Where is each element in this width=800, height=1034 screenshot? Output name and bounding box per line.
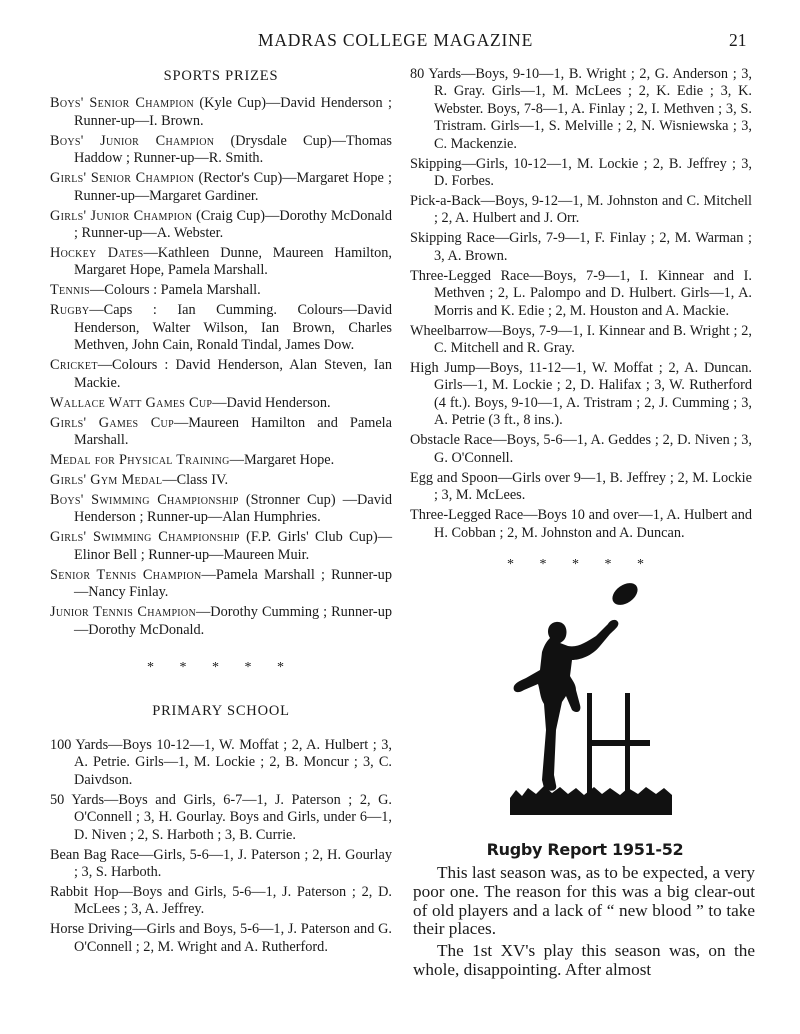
prize-text: —Dorothy Cumming ; Runner-up—Dorothy McDonald.: [74, 604, 392, 638]
result-entry: Horse Driving—Girls and Boys, 5-6—1, J. Paterson and G. O'Connell ; 2, M. Wright and A. Rutherford.: [50, 921, 392, 955]
left-column: [50, 66, 392, 959]
prize-label: Girls' Gym Medal: [50, 472, 163, 489]
page-number: 21: [729, 30, 747, 50]
prize-entry: [50, 395, 392, 412]
prize-label: Boys' Junior Champion: [50, 132, 215, 149]
section-separator: * * * * *: [147, 660, 295, 676]
sports-prizes-heading: SPORTS PRIZES: [163, 68, 279, 84]
prize-entry: [50, 604, 392, 639]
prize-label: Senior Tennis Champion: [50, 566, 202, 583]
prize-text: (Craig Cup)—Dorothy McDonald ; Runner-up—A. Webster.: [74, 207, 392, 242]
primary-results-right: [410, 66, 752, 542]
prize-text: (Kyle Cup)—David Henderson ; Runner-up—I. Brown.: [74, 95, 392, 129]
prize-entry: [50, 133, 392, 168]
result-entry: Bean Bag Race—Girls, 5-6—1, J. Paterson ; 2, H. Gourlay ; 3, S. Harboth.: [50, 846, 392, 880]
prize-entry: [50, 492, 392, 527]
sports-prizes-list: [50, 95, 392, 639]
prize-entry: [50, 245, 392, 280]
prize-text: —Caps : Ian Cumming. Colours—David Henderson, Walter Wilson, Ian Brown, Charles Methven, John Cain, Ronald Tindal, James Dow.: [74, 302, 392, 354]
prize-entry: [50, 415, 392, 450]
result-entry: 50 Yards—Boys and Girls, 6-7—1, J. Paterson ; 2, G. O'Connell ; 3, H. Gourlay. Boys and Girls, under 6—1, D. Niven ; 2, S. Harboth ; 3, B. Currie.: [50, 791, 392, 843]
result-entry: Skipping—Girls, 10-12—1, M. Lockie ; 2, B. Jeffrey ; 3, D. Forbes.: [410, 155, 752, 190]
prize-label: Cricket: [50, 357, 98, 374]
prize-text: —Class IV.: [162, 472, 229, 489]
rugby-report-title: Rugby Report 1951-52: [486, 840, 684, 859]
prize-text: —Maureen Hamilton and Pamela Marshall.: [74, 414, 392, 449]
prize-text: —Kathleen Dunne, Maureen Hamilton, Margaret Hope, Pamela Marshall.: [74, 245, 392, 279]
prize-text: (Rector's Cup)—Margaret Hope ; Runner-up—Margaret Gardiner.: [74, 170, 392, 204]
prize-label: Medal for Physical Training: [50, 452, 230, 469]
prize-entry: [50, 302, 392, 354]
prize-entry: [50, 208, 392, 243]
prize-label: Boys' Swimming Championship: [50, 492, 239, 509]
result-entry: Three-Legged Race—Boys, 7-9—1, I. Kinnear and I. Methven ; 2, L. Palompo and D. Hulbert. Girls—1, A. Morris and K. Edie ; 2, M. Houston and A. Mackie.: [410, 267, 752, 319]
result-entry: Pick-a-Back—Boys, 9-12—1, M. Johnston and C. Mitchell ; 2, A. Hulbert and J. Orr.: [410, 193, 752, 227]
prize-text: (Stronner Cup) —David Henderson ; Runner-up—Alan Humphries.: [74, 492, 392, 526]
result-entry: Skipping Race—Girls, 7-9—1, F. Finlay ; 2, M. Warman ; 3, A. Brown.: [410, 230, 752, 264]
prize-label: Wallace Watt Games Cup: [50, 394, 213, 411]
rugby-report-paragraph: The 1st XV's play this season was, on the whole, disappointing. After almost: [413, 941, 755, 979]
prize-text: —Margaret Hope.: [229, 452, 335, 469]
prize-text: —David Henderson.: [212, 394, 331, 411]
prize-text: —Colours : David Henderson, Alan Steven, Ian Mackie.: [74, 357, 392, 391]
primary-school-heading: PRIMARY SCHOOL: [152, 702, 290, 719]
magazine-title: MADRAS COLLEGE MAGAZINE: [258, 30, 534, 50]
prize-entry: [50, 95, 392, 130]
prize-label: Boys' Senior Champion: [50, 95, 194, 112]
right-column: [410, 66, 752, 573]
page-header: [0, 30, 800, 54]
prize-label: Tennis: [50, 282, 90, 299]
rugby-report-paragraph: This last season was, as to be expected, a very poor one. The reason for this was a big clear-out of old players and a lack of “ new blood ” to take their places.: [413, 863, 755, 939]
section-separator-right: * * * * *: [507, 556, 655, 572]
prize-text: (Drysdale Cup)—Thomas Haddow ; Runner-up—R. Smith.: [74, 132, 392, 167]
prize-text: —Pamela Marshall ; Runner-up—Nancy Finlay.: [74, 566, 392, 601]
result-entry: Egg and Spoon—Girls over 9—1, B. Jeffrey ; 2, M. Lockie ; 3, M. McLees.: [410, 469, 752, 504]
prize-text: —Colours : Pamela Marshall.: [89, 282, 261, 299]
prize-text: (F.P. Girls' Club Cup)—Elinor Bell ; Runner-up—Maureen Muir.: [74, 529, 392, 563]
prize-entry: [50, 567, 392, 602]
prize-label: Girls' Junior Champion: [50, 207, 193, 224]
rugby-player-silhouette-icon: [510, 580, 672, 815]
prize-entry: [50, 452, 392, 469]
prize-entry: [50, 282, 392, 299]
result-entry: Obstacle Race—Boys, 5-6—1, A. Geddes ; 2, D. Niven ; 3, G. O'Connell.: [410, 432, 752, 466]
prize-entry: [50, 357, 392, 392]
prize-label: Girls' Swimming Championship: [50, 529, 240, 546]
prize-entry: [50, 472, 392, 489]
result-entry: 80 Yards—Boys, 9-10—1, B. Wright ; 2, G. Anderson ; 3, R. Gray. Girls—1, M. McLees ; 2, K. Edie ; 3, K. Webster. Boys, 7-8—1, A. Finlay ; 2, I. Methven ; 3, S. Tristram. Girls—1, S. Melville ; 2, N. Wisniewska ; 3, C. Mackenzie.: [410, 66, 752, 152]
result-entry: High Jump—Boys, 11-12—1, W. Moffat ; 2, A. Duncan. Girls—1, M. Lockie ; 2, D. Halifax ; 3, W. Rutherford (4 ft.). Boys, 9-10—1, A. Tristram ; 2, J. Cumming ; 3, A. Petrie (3 ft., 8 ins.).: [410, 360, 752, 429]
result-entry: Rabbit Hop—Boys and Girls, 5-6—1, J. Paterson ; 2, D. McLees ; 3, A. Jeffrey.: [50, 883, 392, 918]
prize-entry: [50, 170, 392, 205]
prize-label: Girls' Senior Champion: [50, 170, 195, 187]
primary-results-left: [50, 737, 392, 956]
prize-label: Hockey Dates: [50, 245, 144, 262]
prize-label: Rugby: [50, 302, 90, 319]
result-entry: 100 Yards—Boys 10-12—1, W. Moffat ; 2, A. Hulbert ; 3, A. Petrie. Girls—1, M. Lockie ; 2, B. Moncur ; 3, C. Daivdson.: [50, 736, 392, 788]
prize-label: Junior Tennis Champion: [50, 604, 196, 621]
result-entry: Wheelbarrow—Boys, 7-9—1, I. Kinnear and B. Wright ; 2, C. Mitchell and R. Gray.: [410, 322, 752, 357]
prize-entry: [50, 529, 392, 564]
result-entry: Three-Legged Race—Boys 10 and over—1, A. Hulbert and H. Cobban ; 2, M. Johnston and A. Duncan.: [410, 507, 752, 541]
rugby-report-body: [413, 864, 755, 983]
prize-label: Girls' Games Cup: [50, 414, 174, 431]
